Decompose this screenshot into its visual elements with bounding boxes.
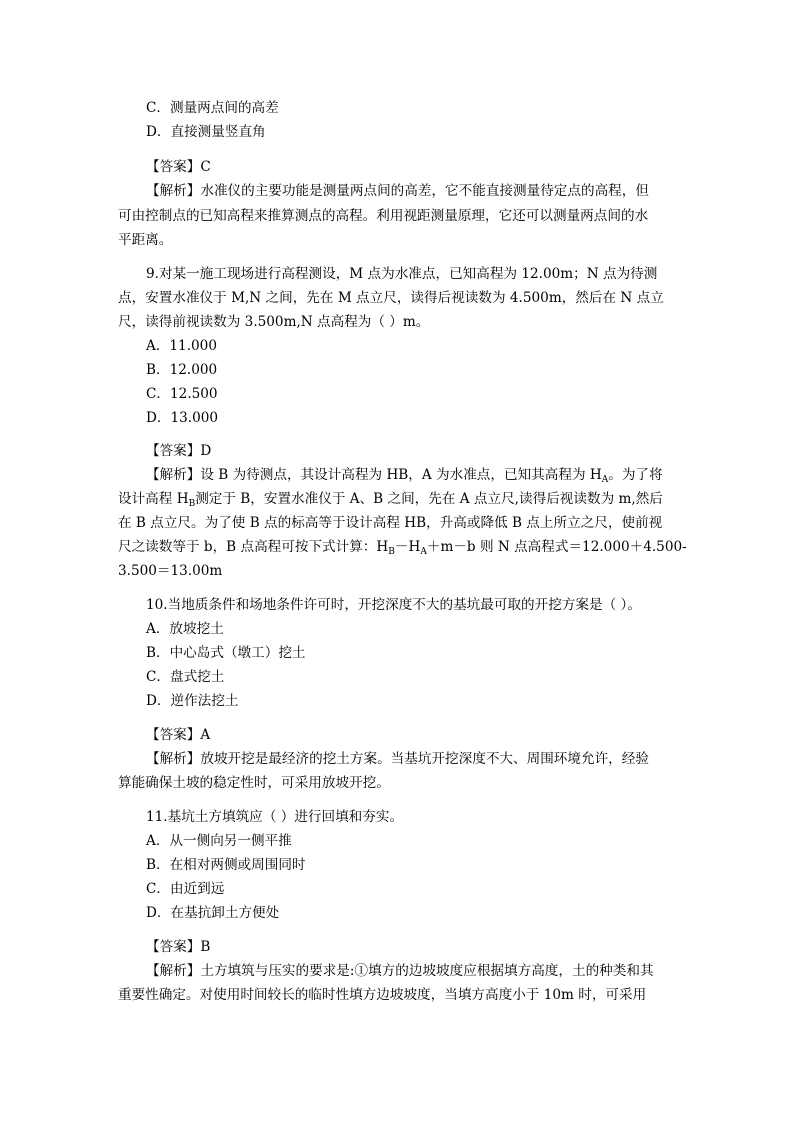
answer-label: 【答案】D [146, 443, 212, 459]
question-11: 11.基坑土方填筑应（ ）进行回填和夯实。 [146, 809, 404, 825]
question-10: 10.当地质条件和场地条件许可时，开挖深度不大的基坑最可取的开挖方案是（ ）。 [146, 597, 641, 613]
option-c: C．盘式挖土 [146, 669, 225, 685]
analysis-line: 重要性确定。对使用时间较长的临时性填方边坡坡度，当填方高度小于 10m 时，可采用 [118, 987, 647, 1003]
option-a: A．从一侧向另一侧平推 [146, 833, 292, 849]
option-d: D．逆作法挖土 [146, 693, 239, 709]
option-b: B．中心岛式（墩工）挖土 [146, 645, 306, 661]
answer-label: 【答案】C [146, 159, 211, 175]
analysis-line: 可由控制点的已知高程来推算测点的高程。利用视距测量原理，它还可以测量两点间的水 [118, 208, 649, 224]
analysis-line: 平距离。 [118, 232, 173, 248]
option-b: B．在相对两侧或周围同时 [146, 857, 306, 873]
analysis-line: 【解析】水准仪的主要功能是测量两点间的高差，它不能直接测量待定点的高程，但 [146, 183, 649, 199]
option-b: B．12.000 [146, 362, 218, 378]
analysis-line: 在 B 点立尺。为了使 B 点的标高等于设计高程 HB，升高或降低 B 点上所立之尺，使前视 [118, 515, 663, 531]
question-9-line: 尺，读得前视读数为 3.500m,N 点高程为（ ）m。 [118, 314, 430, 330]
analysis-line: 3.500＝13.00m [118, 563, 223, 579]
analysis-line: 尺之读数等于 b，B 点高程可按下式计算：$H_B-H_A+m-b$ 则 N 点高程式＝12.000＋4.500- [118, 539, 687, 557]
answer-label: 【答案】B [146, 939, 211, 955]
option-c: C．由近到远 [146, 881, 225, 897]
option-a: A．11.000 [146, 338, 217, 354]
option-a: A．放坡挖土 [146, 621, 224, 637]
analysis-line: 【解析】设 B 为待测点，其设计高程为 HB，A 为水准点，已知其高程为 $H_A$。为了将 [146, 467, 663, 485]
option-d: D．在基抗卸土方便处 [146, 905, 280, 921]
answer-label: 【答案】A [146, 727, 211, 743]
analysis-line: 算能确保土坡的稳定性时，可采用放坡开挖。 [118, 775, 390, 791]
analysis-line: 设计高程 $H_B$测定于 B，安置水准仪于 A、B 之间，先在 A 点立尺,读得后视读数为 m,然后 [118, 491, 663, 509]
option-d: D．13.000 [146, 410, 219, 426]
option-d: D．直接测量竖直角 [146, 124, 266, 140]
analysis-line: 【解析】土方填筑与压实的要求是:①填方的边坡坡度应根据填方高度，土的种类和其 [146, 963, 654, 979]
option-c: C．测量两点间的高差 [146, 100, 279, 116]
option-c: C．12.500 [146, 386, 218, 402]
analysis-line: 【解析】放坡开挖是最经济的挖土方案。当基坑开挖深度不大、周围环境允许，经验 [146, 751, 649, 767]
question-9-line: 点，安置水准仪于 M,N 之间，先在 M 点立尺，读得后视读数为 4.500m，然后在 N 点立 [118, 290, 664, 306]
question-9: 9.对某一施工现场进行高程测设，M 点为水准点，已知高程为 12.00m；N 点为待测 [146, 266, 658, 282]
